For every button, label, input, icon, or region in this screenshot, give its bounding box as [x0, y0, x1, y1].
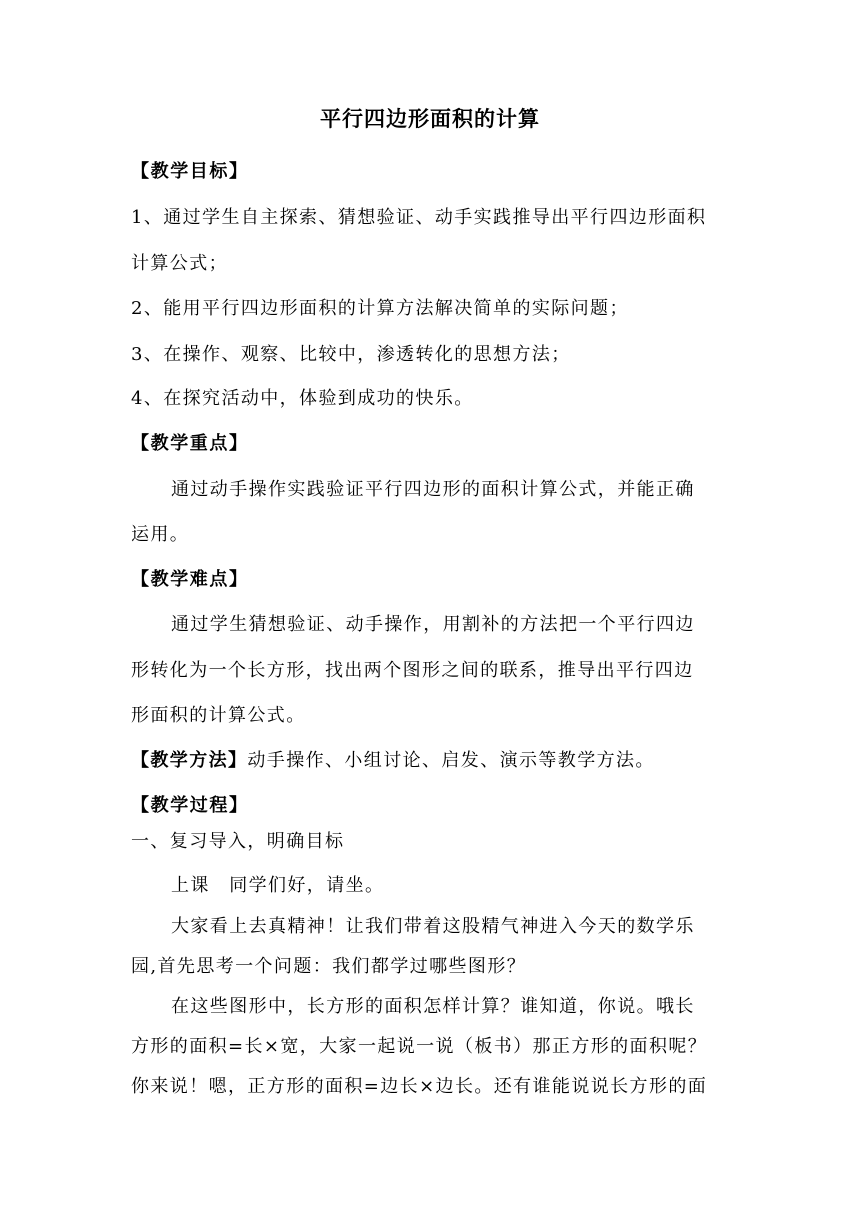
process-line: 方形的面积=长×宽，大家一起说一说（板书）那正方形的面积呢？	[131, 1036, 708, 1057]
process-line: 园,首先思考一个问题：我们都学过哪些图形？	[131, 956, 527, 977]
objective-line: 4、在探究活动中，体验到成功的快乐。	[131, 388, 474, 409]
difficulty-heading: 【教学难点】	[131, 569, 249, 590]
objectives-heading: 【教学目标】	[131, 161, 249, 182]
key-points-line: 通过动手操作实践验证平行四边形的面积计算公式，并能正确	[171, 479, 695, 500]
process-line: 在这些图形中，长方形的面积怎样计算？谁知道，你说。哦长	[171, 996, 695, 1017]
process-line: 大家看上去真精神！让我们带着这股精气神进入今天的数学乐	[171, 916, 695, 937]
key-points-heading: 【教学重点】	[131, 433, 249, 454]
process-heading: 【教学过程】	[131, 795, 249, 816]
method-heading: 【教学方法】	[131, 750, 248, 771]
process-line: 你来说！嗯，正方形的面积=边长×边长。还有谁能说说长方形的面	[131, 1076, 708, 1097]
objective-line: 1、通过学生自主探索、猜想验证、动手实践推导出平行四边形面积	[131, 207, 707, 228]
process-subheading: 一、复习导入，明确目标	[131, 831, 345, 852]
difficulty-line: 形面积的计算公式。	[131, 705, 306, 726]
document-title: 平行四边形面积的计算	[320, 106, 540, 131]
method-paragraph	[131, 747, 733, 775]
objective-line: 2、能用平行四边形面积的计算方法解决简单的实际问题；	[131, 298, 629, 319]
difficulty-line: 通过学生猜想验证、动手操作，用割补的方法把一个平行四边	[171, 614, 695, 635]
key-points-line: 运用。	[131, 524, 190, 545]
objective-line: 计算公式；	[131, 253, 228, 274]
method-text: 动手操作、小组讨论、启发、演示等教学方法。	[247, 750, 655, 771]
objective-line: 3、在操作、观察、比较中，渗透转化的思想方法；	[131, 344, 571, 365]
difficulty-line: 形转化为一个长方形，找出两个图形之间的联系，推导出平行四边	[131, 660, 694, 681]
process-line: 上课 同学们好，请坐。	[171, 875, 385, 896]
